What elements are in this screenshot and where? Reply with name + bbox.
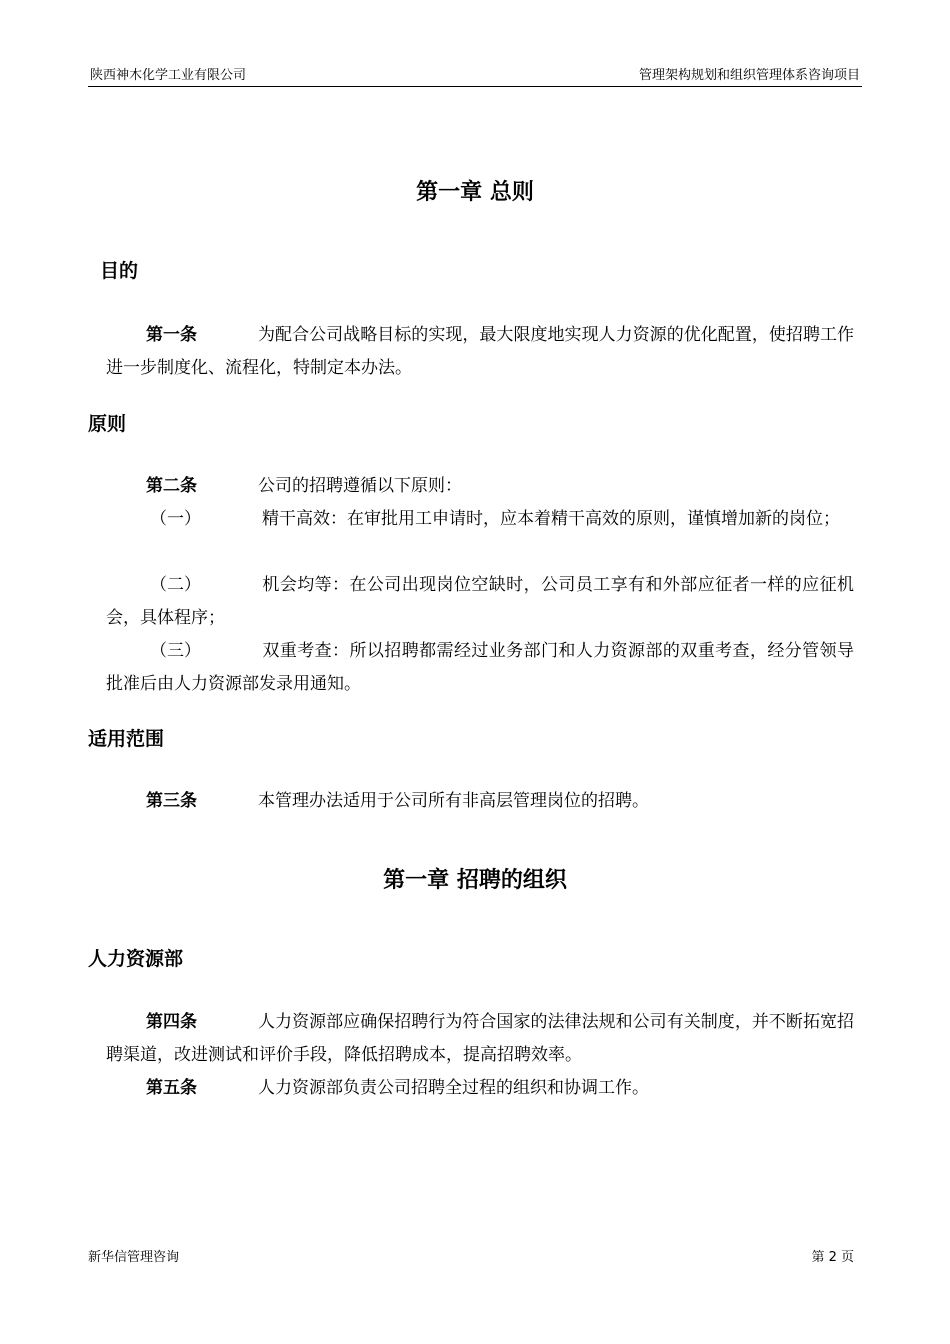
article-1: [106, 319, 854, 385]
footer-org: 新华信管理咨询: [88, 1250, 180, 1265]
principle-item-2-text: 机会均等：在公司出现岗位空缺时，公司员工享有和外部应征者一样的应征机会，具体程序；: [106, 575, 854, 628]
principle-item-2-label: （二）: [150, 575, 201, 595]
article-5-label: 第五条: [146, 1078, 197, 1098]
header-project: 管理架构规划和组织管理体系咨询项目: [638, 68, 860, 83]
article-3-label: 第三条: [146, 791, 197, 811]
article-3-text: 本管理办法适用于公司所有非高层管理岗位的招聘。: [258, 791, 649, 811]
principle-item-1: [106, 503, 854, 536]
principle-item-3-text: 双重考查：所以招聘都需经过业务部门和人力资源部的双重考查，经分管领导批准后由人力资源部发录用通知。: [106, 641, 854, 694]
chapter-title-general: 第一章 总则: [416, 180, 534, 205]
header-company: 陕西神木化学工业有限公司: [90, 68, 247, 83]
article-1-text: 为配合公司战略目标的实现，最大限度地实现人力资源的优化配置，使招聘工作进一步制度化、流程化，特制定本办法。: [106, 325, 854, 378]
section-heading-purpose: 目的: [100, 260, 139, 282]
article-2-label: 第二条: [146, 476, 197, 496]
page-header: [88, 66, 862, 87]
principle-item-3: [106, 635, 854, 701]
article-5: [106, 1072, 854, 1105]
principle-item-3-label: （三）: [150, 641, 201, 661]
article-3: [106, 785, 854, 818]
page-number: 第 2 页: [811, 1250, 854, 1265]
section-heading-hr-dept: 人力资源部: [88, 948, 184, 970]
article-4: [106, 1006, 854, 1072]
principle-item-1-label: （一）: [150, 509, 201, 529]
principle-item-1-text: 精干高效：在审批用工申请时，应本着精干高效的原则，谨慎增加新的岗位；: [262, 509, 840, 529]
principle-item-2: [106, 569, 854, 635]
article-5-text: 人力资源部负责公司招聘全过程的组织和协调工作。: [258, 1078, 649, 1098]
article-1-label: 第一条: [146, 325, 197, 345]
chapter-title-recruiting-org: 第一章 招聘的组织: [383, 868, 567, 893]
article-2-text: 公司的招聘遵循以下原则：: [258, 476, 462, 496]
article-4-label: 第四条: [146, 1012, 197, 1032]
section-heading-principles: 原则: [88, 413, 127, 435]
section-heading-scope: 适用范围: [88, 728, 165, 750]
article-2: [106, 470, 854, 503]
article-4-text: 人力资源部应确保招聘行为符合国家的法律法规和公司有关制度，并不断拓宽招聘渠道，改进测试和评价手段，降低招聘成本，提高招聘效率。: [106, 1012, 854, 1065]
